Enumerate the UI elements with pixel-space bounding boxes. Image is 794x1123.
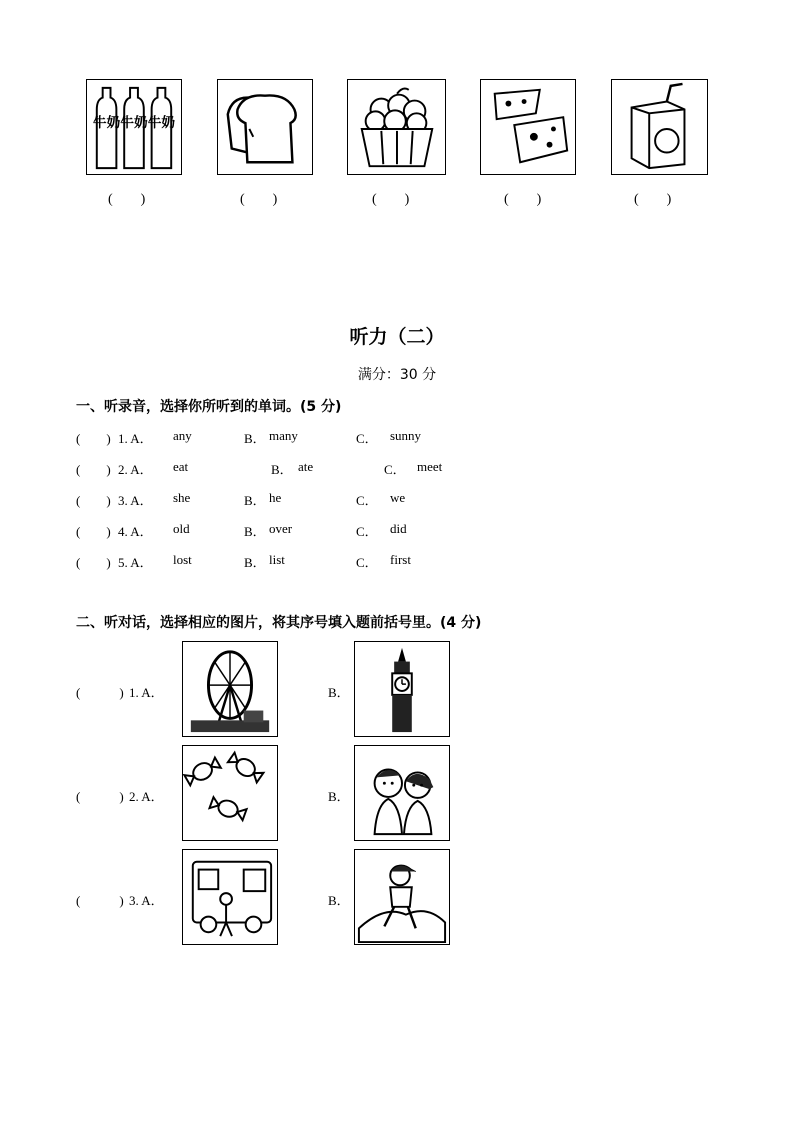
- option-b-picture[interactable]: [354, 641, 450, 737]
- option-c: we: [390, 490, 406, 505]
- answer-bracket[interactable]: ( ): [76, 789, 124, 804]
- answer-bracket[interactable]: ( ): [76, 893, 124, 908]
- answer-bracket[interactable]: ( ): [76, 431, 111, 446]
- option-a: old: [173, 521, 190, 536]
- milk-bottles-icon: [87, 80, 181, 174]
- option-a-picture[interactable]: [182, 849, 278, 945]
- answer-bracket[interactable]: ( ): [76, 493, 111, 508]
- option-a: lost: [173, 552, 192, 567]
- question-number: 1. A．: [129, 685, 164, 700]
- milk-picture: [86, 79, 182, 175]
- option-b-label: B．: [328, 685, 350, 700]
- question-number: 5. A．: [118, 555, 153, 570]
- option-a-picture[interactable]: [182, 745, 278, 841]
- bread-icon: [218, 80, 312, 174]
- candies-icon: [183, 746, 277, 840]
- option-b-label: B．: [244, 555, 266, 570]
- option-c: sunny: [390, 428, 422, 443]
- answer-bracket[interactable]: ( ): [76, 685, 124, 700]
- answer-bracket[interactable]: ( ): [372, 192, 410, 207]
- juice-box-icon: [612, 80, 707, 174]
- option-c: did: [390, 521, 407, 536]
- question-number: 2. A．: [129, 789, 164, 804]
- option-c: first: [390, 552, 411, 567]
- question-number: 4. A．: [118, 524, 153, 539]
- option-b-label: B．: [328, 789, 350, 804]
- question-number: 3. A．: [129, 893, 164, 908]
- option-c-label: C．: [356, 431, 378, 446]
- option-b-picture[interactable]: [354, 849, 450, 945]
- answer-bracket[interactable]: ( ): [634, 192, 672, 207]
- fruit-basket-icon: [348, 80, 445, 174]
- option-c-label: C．: [384, 462, 406, 477]
- section-2-heading: 二、听对话，选择相应的图片，将其序号填入题前括号里。(4 分): [76, 615, 482, 631]
- juice-picture: [611, 79, 708, 175]
- two-children-icon: [355, 746, 449, 840]
- fruit-basket-picture: [347, 79, 446, 175]
- option-b: list: [269, 552, 285, 567]
- option-a-picture[interactable]: [182, 641, 278, 737]
- milk-label-3: 牛奶: [147, 115, 176, 131]
- milk-label-2: 牛奶: [120, 115, 148, 131]
- bread-picture: [217, 79, 313, 175]
- option-c-label: C．: [356, 524, 378, 539]
- question-number: 3. A．: [118, 493, 153, 508]
- option-a: she: [173, 490, 191, 505]
- question-number: 1. A．: [118, 431, 153, 446]
- section-1-heading: 一、听录音，选择你所听到的单词。(5 分): [76, 399, 342, 415]
- cheese-icon: [481, 80, 575, 174]
- option-c-label: C．: [356, 555, 378, 570]
- milk-label-1: 牛奶: [92, 115, 121, 131]
- cheese-picture: [480, 79, 576, 175]
- big-ben-icon: [355, 642, 449, 736]
- total-score: 满分：30 分: [357, 367, 437, 383]
- option-a: any: [173, 428, 192, 443]
- option-b-label: B．: [244, 524, 266, 539]
- option-b-label: B．: [244, 493, 266, 508]
- option-c: meet: [417, 459, 443, 474]
- option-b-label: B．: [271, 462, 293, 477]
- bus-icon: [183, 850, 277, 944]
- answer-bracket[interactable]: ( ): [76, 555, 111, 570]
- page-title: 听力（二）: [349, 326, 445, 348]
- answer-bracket[interactable]: ( ): [504, 192, 542, 207]
- option-b: ate: [298, 459, 314, 474]
- question-number: 2. A．: [118, 462, 153, 477]
- answer-bracket[interactable]: ( ): [76, 524, 111, 539]
- answer-bracket[interactable]: ( ): [240, 192, 278, 207]
- answer-bracket[interactable]: ( ): [108, 192, 146, 207]
- option-b-label: B．: [328, 893, 350, 908]
- option-a: eat: [173, 459, 189, 474]
- boy-hiking-icon: [355, 850, 449, 944]
- option-b: he: [269, 490, 282, 505]
- option-b: over: [269, 521, 293, 536]
- option-b-label: B．: [244, 431, 266, 446]
- answer-bracket[interactable]: ( ): [76, 462, 111, 477]
- option-b-picture[interactable]: [354, 745, 450, 841]
- ferris-wheel-icon: [183, 642, 277, 736]
- option-b: many: [269, 428, 298, 443]
- option-c-label: C．: [356, 493, 378, 508]
